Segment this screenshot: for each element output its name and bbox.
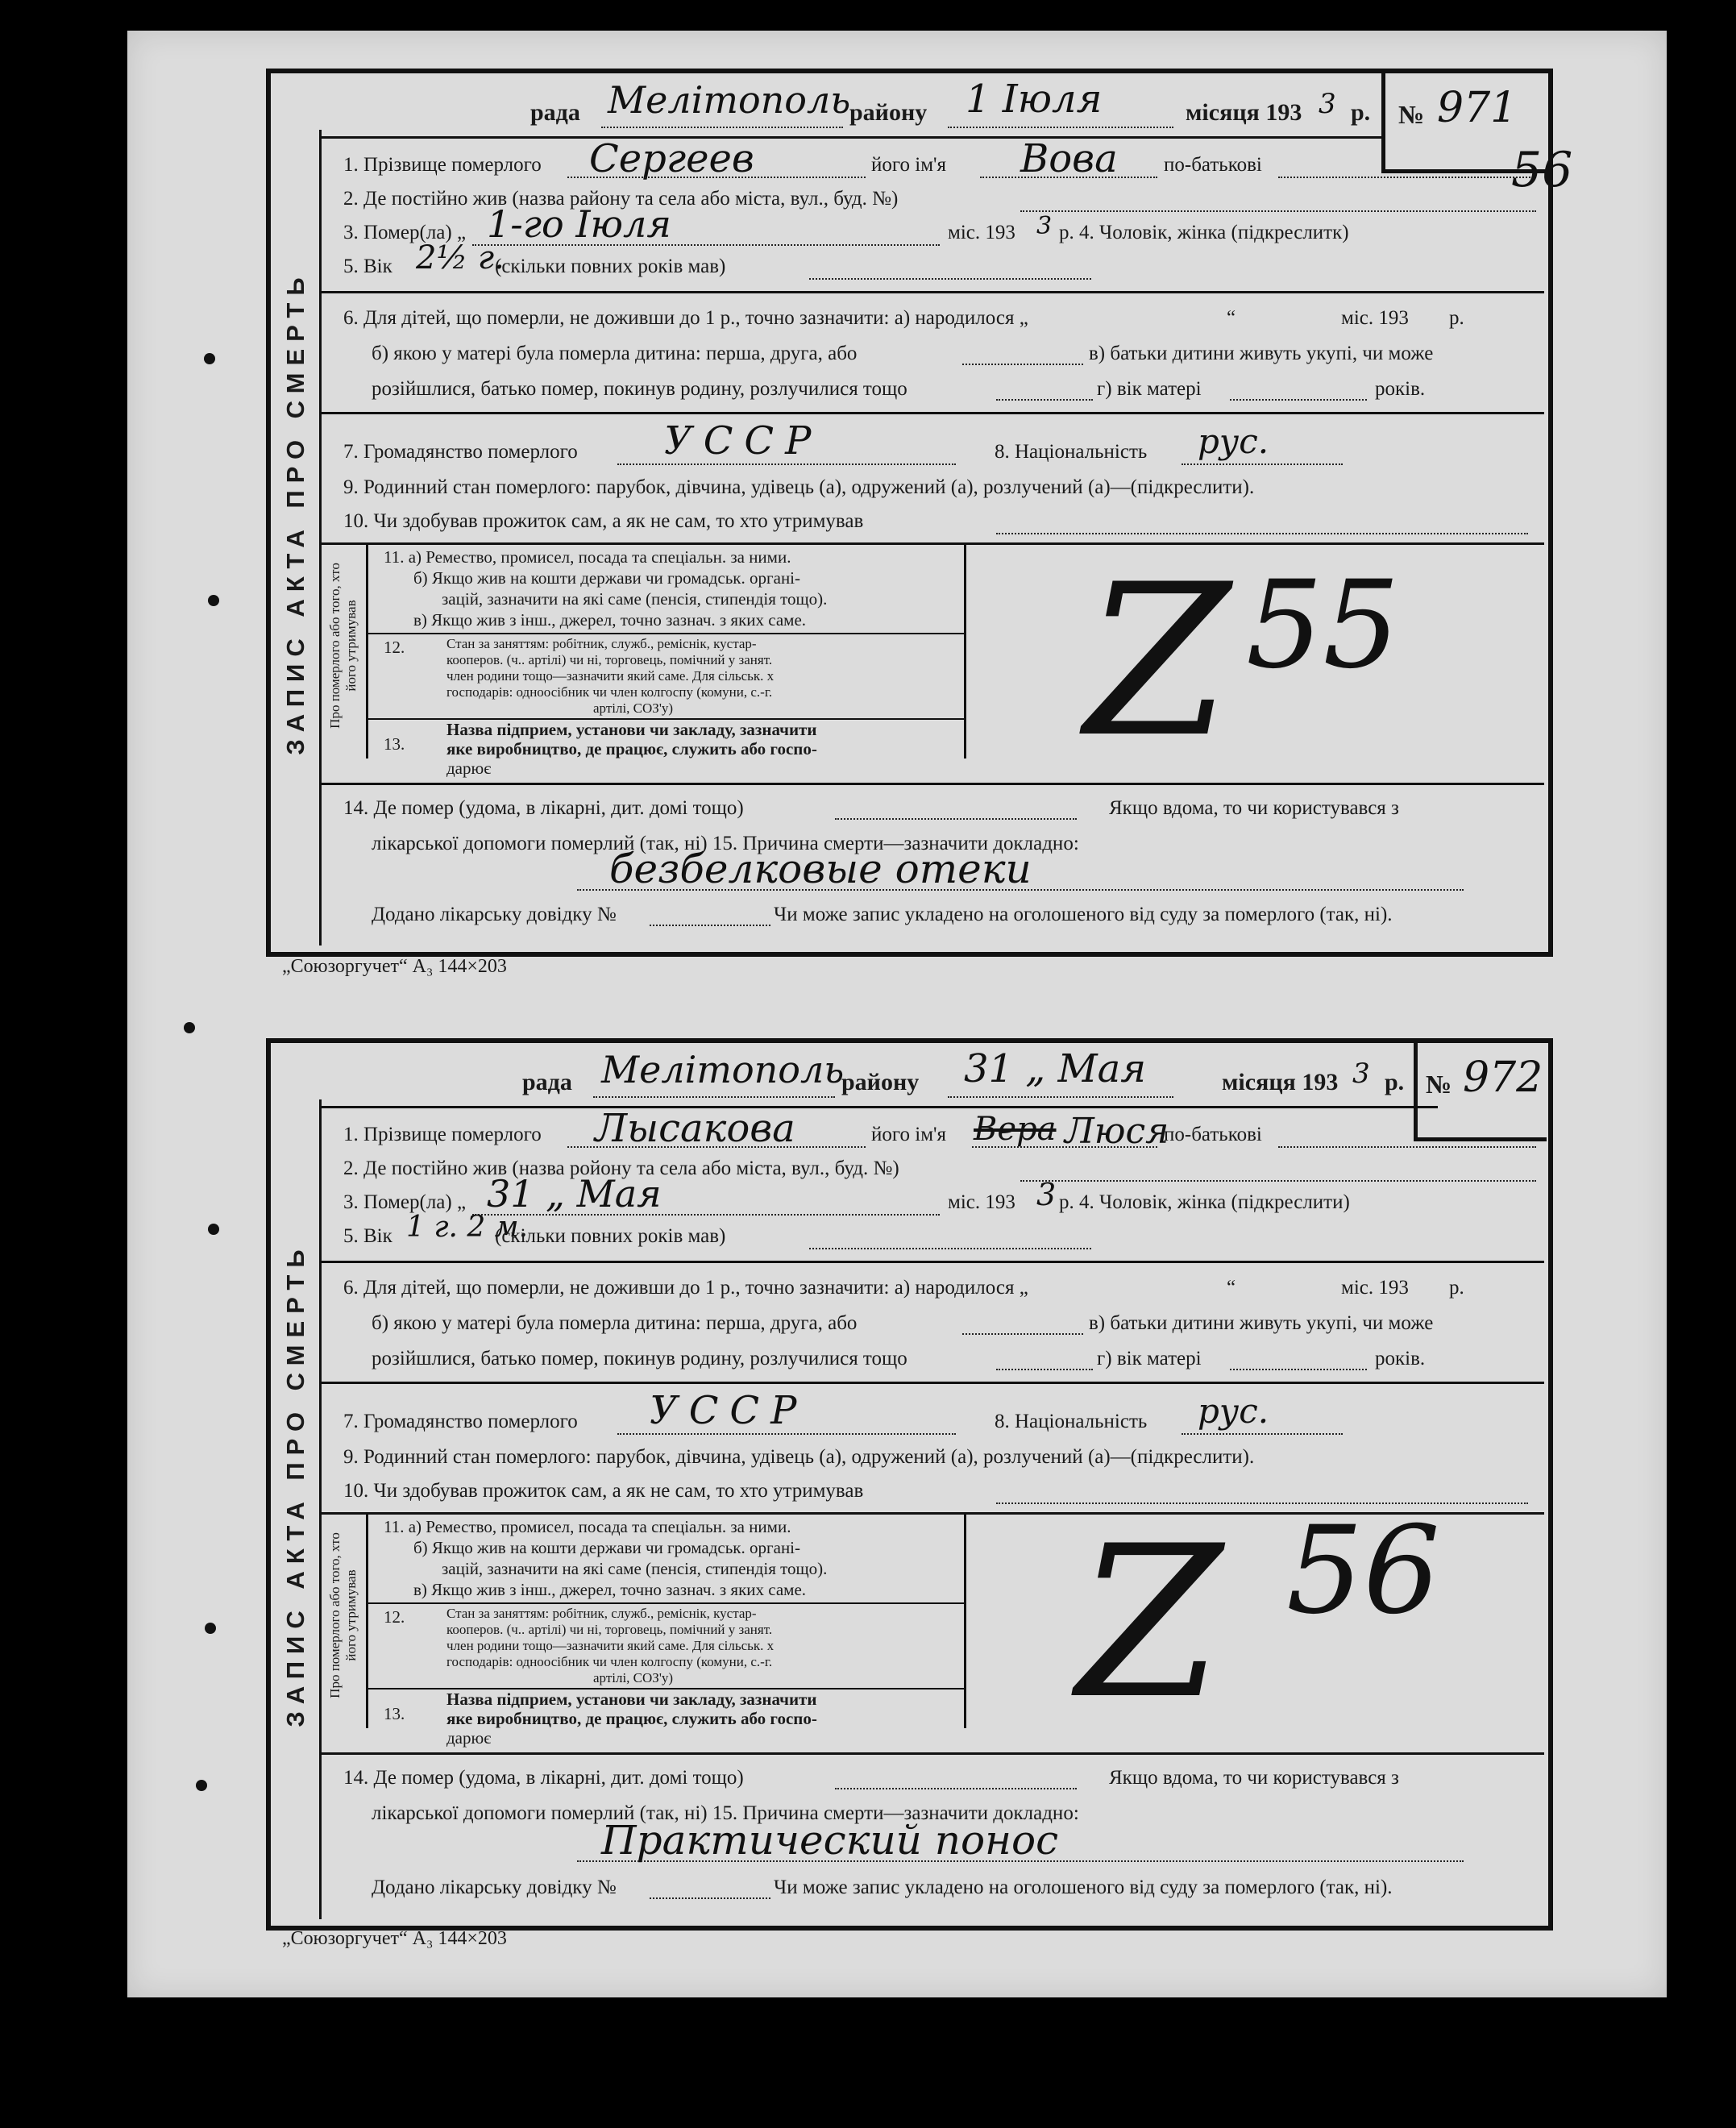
- born-month-label: міс. 193: [1341, 1277, 1409, 1299]
- cause-of-death-handwritten: Практический понос: [601, 1817, 1059, 1864]
- divider: [366, 1512, 368, 1728]
- item-12-line-c: член родини тощо—зазначити який саме. Для сільськ. х: [446, 1638, 775, 1653]
- item-12-line-a: Стан за заняттям: робітник, служб., реміснік, кустар-: [446, 1606, 757, 1621]
- dotted-line: [617, 463, 956, 465]
- citizenship-label: 7. Громадянство померлого: [343, 441, 578, 463]
- divider: [319, 1099, 322, 1919]
- archive-mark-number: 56: [1286, 1501, 1440, 1641]
- item-12-number: 12.: [384, 1607, 405, 1627]
- dotted-line: [980, 177, 1157, 178]
- side-label: ЗАПИС АКТА ПРО СМЕРТЬ: [281, 270, 309, 755]
- citizenship-handwritten: УССР: [664, 418, 823, 463]
- nationality-label: 8. Національність: [995, 441, 1148, 463]
- surname-handwritten: Сергеев: [589, 136, 754, 181]
- dotted-line: [962, 1333, 1083, 1335]
- archive-mark-z: Z: [1085, 540, 1231, 783]
- dotted-line: [650, 925, 770, 926]
- printer-imprint: „Союзоргучет“ А₃ 144×203: [282, 1928, 507, 1949]
- children-line-c: розійшлися, батько помер, покинув родину, розлучилися тощо: [372, 1348, 907, 1369]
- side-label-column: [271, 1043, 321, 1926]
- dotted-line: [601, 127, 843, 128]
- month-year-label: міс. 193: [948, 222, 1015, 243]
- death-record-form-2: [266, 1038, 1553, 1931]
- children-line-a: 6. Для дітей, що померли, не доживши до 1 р., точно зазначити: а) народилося „: [343, 307, 1028, 329]
- dotted-line: [593, 1096, 835, 1098]
- livelihood-label: 10. Чи здобував прожиток сам, а як не сам, то хто утримував: [343, 510, 864, 532]
- age-handwritten: 2½ г.: [416, 239, 505, 276]
- section-rule: [319, 412, 1544, 414]
- death-year-handwritten: 3: [1036, 1177, 1057, 1212]
- occupation-vertical-label: Про померлого або того, хто його утримував: [327, 1532, 359, 1698]
- death-year-handwritten: 3: [1036, 212, 1053, 240]
- item-11c: в) Якщо жив з інш., джерел, точно зазнач. з яких саме.: [413, 610, 807, 630]
- dotted-line: [809, 1248, 1091, 1249]
- archive-mark-z: Z: [1077, 1502, 1223, 1745]
- name-struck-handwritten: Вера: [974, 1111, 1057, 1148]
- punch-hole: [208, 595, 219, 606]
- age-hint: (скільки повних років мав): [495, 256, 726, 277]
- dotted-line: [577, 889, 1464, 891]
- dotted-line: [1182, 1433, 1343, 1435]
- divider: [366, 542, 368, 759]
- rada-handwritten: Мелітополь: [601, 1048, 845, 1091]
- dotted-line: [996, 1369, 1093, 1370]
- item-12-line-e: артілі, СОЗ'у): [593, 700, 674, 716]
- years-label: років.: [1375, 378, 1426, 400]
- marital-status-label: 9. Родинний стан померлого: парубок, дівчина, удівець (а), одружений (а), розлучений (а)—(підкреслити).: [343, 1446, 1255, 1468]
- dotted-line: [1278, 1146, 1536, 1148]
- mother-age-label: г) вік матері: [1097, 378, 1202, 400]
- medical-certificate-label: Додано лікарську довідку №: [372, 904, 617, 925]
- item-12-line-d: господарів: одноосібник чи член колгоспу (комуни, с.-г.: [446, 1654, 773, 1669]
- name-handwritten: Вова: [1020, 136, 1118, 181]
- item-12-line-b: кооперов. (ч.. артілі) чи ні, торговець, помічний у занят.: [446, 652, 773, 667]
- surname-label: 1. Прізвище померлого: [343, 1124, 542, 1145]
- dotted-line: [948, 1096, 1173, 1098]
- item-11a: 11. а) Ремество, промисел, посада та спеціальн. за ними.: [384, 547, 791, 567]
- name-handwritten: Люся: [1065, 1111, 1169, 1152]
- children-line-a: 6. Для дітей, що померли, не доживши до 1 р., точно зазначити: а) народилося „: [343, 1277, 1028, 1299]
- item-12-line-b: кооперов. (ч.. артілі) чи ні, торговець, помічний у занят.: [446, 1622, 773, 1637]
- age-hint: (скільки повних років мав): [495, 1225, 726, 1247]
- dotted-line: [996, 399, 1093, 401]
- number-label: №: [1426, 1070, 1452, 1099]
- dotted-line: [567, 177, 866, 178]
- record-number-box: [1414, 1038, 1547, 1141]
- dotted-line: [1182, 463, 1343, 465]
- nationality-handwritten: рус.: [1198, 1391, 1269, 1431]
- age-label: 5. Вік: [343, 256, 392, 277]
- home-medical-label: Якщо вдома, то чи користувався з: [1109, 1767, 1399, 1789]
- item-13-line-c: дарює: [446, 1728, 492, 1748]
- age-label: 5. Вік: [343, 1225, 392, 1247]
- medical-certificate-label: Додано лікарську довідку №: [372, 1877, 617, 1898]
- citizenship-label: 7. Громадянство померлого: [343, 1411, 578, 1432]
- age-handwritten: 1 г. 2 м.: [406, 1211, 529, 1244]
- section-rule: [319, 542, 1544, 545]
- born-month-label: міс. 193: [1341, 307, 1409, 329]
- item-13-number: 13.: [384, 734, 405, 754]
- item-12-line-d: господарів: одноосібник чи член колгоспу (комуни, с.-г.: [446, 684, 773, 700]
- row-rule: [366, 633, 964, 634]
- item-11b-cont: зацій, зазначити на які саме (пенсія, стипендія тощо).: [442, 1559, 828, 1578]
- sex-label: р. 4. Чоловік, жінка (підкреслити): [1059, 1191, 1350, 1213]
- livelihood-label: 10. Чи здобував прожиток сам, а як не сам, то хто утримував: [343, 1480, 864, 1502]
- death-date-label: 3. Помер(ла) „: [343, 222, 467, 243]
- archive-mark-number: 55: [1246, 555, 1400, 696]
- item-13-line-b: яке виробництво, де працює, служить або госпо-: [446, 1709, 817, 1728]
- nationality-label: 8. Національність: [995, 1411, 1148, 1432]
- dotted-line: [962, 364, 1083, 365]
- dotted-line: [1230, 399, 1367, 401]
- item-11c: в) Якщо жив з інш., джерел, точно зазнач. з яких саме.: [413, 1580, 807, 1599]
- day-handwritten: 1 Іюля: [966, 77, 1103, 122]
- dotted-line: [996, 533, 1528, 534]
- death-date-label: 3. Помер(ла) „: [343, 1191, 467, 1213]
- section-rule: [319, 1261, 1544, 1263]
- raion-label: району: [841, 1069, 920, 1095]
- dotted-line: [617, 1433, 956, 1435]
- place-of-death-label: 14. Де помер (удома, в лікарні, дит. домі тощо): [343, 1767, 744, 1789]
- residence-label: 2. Де постійно жив (назва ройону та села або міста, вул., буд. №): [343, 1158, 899, 1179]
- divider: [319, 130, 322, 946]
- residence-label: 2. Де постійно жив (назва району та села або міста, вул., буд. №): [343, 188, 899, 210]
- item-12-line-c: член родини тощо—зазначити який саме. Для сільськ. х: [446, 668, 775, 684]
- section-rule: [319, 1752, 1544, 1755]
- side-label-column: [271, 73, 321, 952]
- margin-handwritten-number: 56: [1511, 142, 1573, 198]
- item-13-line-a: Назва підприем, установи чи закладу, зазначити: [446, 1690, 817, 1709]
- death-date-handwritten: 1-го Іюля: [487, 202, 671, 246]
- children-line-b2: в) батьки дитини живуть укупі, чи може: [1089, 343, 1434, 364]
- punch-hole: [196, 1780, 207, 1791]
- death-date-handwritten: 31 „ Мая: [487, 1172, 662, 1216]
- number-label: №: [1398, 100, 1425, 129]
- name-label: його ім'я: [871, 1124, 947, 1145]
- row-rule: [366, 1602, 964, 1604]
- home-medical-label: Якщо вдома, то чи користувався з: [1109, 797, 1399, 819]
- dotted-line: [1230, 1369, 1367, 1370]
- dotted-line: [835, 1788, 1077, 1789]
- dotted-line: [1278, 177, 1536, 178]
- patronymic-label: по-батькові: [1164, 1124, 1262, 1145]
- section-rule: [319, 783, 1544, 785]
- month-year-label: міс. 193: [948, 1191, 1015, 1213]
- punch-hole: [204, 353, 215, 364]
- dotted-line: [1020, 210, 1536, 212]
- dotted-line: [567, 1146, 866, 1148]
- item-13-number: 13.: [384, 1704, 405, 1723]
- printer-imprint: „Союзоргучет“ А₃ 144×203: [282, 956, 507, 977]
- side-label: ЗАПИС АКТА ПРО СМЕРТЬ: [281, 1241, 309, 1727]
- dotted-line: [577, 1860, 1464, 1862]
- dotted-line: [472, 244, 940, 246]
- cause-of-death-label: лікарської допомоги померлий (так, ні) 15. Причина смерти—зазначити докладно:: [372, 1802, 1079, 1824]
- dotted-line: [809, 278, 1091, 280]
- children-line-c: розійшлися, батько помер, покинув родину, розлучилися тощо: [372, 378, 907, 400]
- dotted-line: [835, 818, 1077, 820]
- cause-of-death-handwritten: безбелковые отеки: [609, 846, 1032, 892]
- dotted-line: [948, 127, 1173, 128]
- year-handwritten: 3: [1352, 1058, 1370, 1090]
- item-11a: 11. а) Ремество, промисел, посада та спеціальн. за ними.: [384, 1517, 791, 1536]
- item-12-number: 12.: [384, 638, 405, 657]
- item-13-line-b: яке виробництво, де працює, служить або госпо-: [446, 739, 817, 759]
- nationality-handwritten: рус.: [1198, 422, 1269, 461]
- death-record-form-1: [266, 69, 1553, 957]
- section-rule: [319, 1382, 1544, 1384]
- divider: [964, 542, 966, 759]
- section-rule: [319, 291, 1544, 293]
- item-13-line-a: Назва підприем, установи чи закладу, зазначити: [446, 720, 817, 739]
- header-rule: [319, 1106, 1438, 1108]
- dotted-line: [972, 1146, 1157, 1148]
- rada-label: рада: [530, 99, 580, 126]
- name-label: його ім'я: [871, 154, 947, 176]
- item-11b: б) Якщо жив на кошти держави чи громадськ. органі-: [413, 1538, 801, 1557]
- rada-label: рада: [522, 1069, 572, 1095]
- occupation-vertical-label: Про померлого або того, хто його утримував: [327, 563, 359, 729]
- year-handwritten: 3: [1319, 88, 1336, 120]
- marital-status-label: 9. Родинний стан померлого: парубок, дівчина, удівець (а), одружений (а), розлучений (а)—(підкреслити).: [343, 476, 1255, 498]
- number-handwritten: 971: [1437, 84, 1518, 132]
- dotted-line: [1020, 1180, 1536, 1182]
- raion-label: району: [849, 99, 928, 126]
- month-label: місяця 193: [1186, 99, 1302, 126]
- punch-hole: [205, 1623, 216, 1634]
- rada-handwritten: Мелітополь: [608, 78, 851, 122]
- day-handwritten: 31 „ Мая: [964, 1046, 1147, 1091]
- item-12-line-a: Стан за заняттям: робітник, служб., реміснік, кустар-: [446, 636, 757, 651]
- year-suffix: р.: [1351, 99, 1371, 126]
- court-declared-label: Чи може запис укладено на оголошеного від суду за померлого (так, ні).: [774, 1877, 1393, 1898]
- divider: [964, 1512, 966, 1728]
- quote-mark: “: [1227, 307, 1236, 329]
- place-of-death-label: 14. Де помер (удома, в лікарні, дит. домі тощо): [343, 797, 744, 819]
- item-11b-cont: зацій, зазначити на які саме (пенсія, стипендія тощо).: [442, 589, 828, 609]
- born-year-suffix: р.: [1449, 307, 1464, 329]
- patronymic-label: по-батькові: [1164, 154, 1262, 176]
- item-12-line-e: артілі, СОЗ'у): [593, 1670, 674, 1685]
- children-line-b: б) якою у матері була померла дитина: перша, друга, або: [372, 1312, 858, 1334]
- number-handwritten: 972: [1463, 1054, 1543, 1102]
- year-suffix: р.: [1385, 1069, 1405, 1095]
- dotted-line: [472, 1214, 940, 1216]
- quote-mark: “: [1227, 1277, 1236, 1299]
- punch-hole: [184, 1022, 195, 1033]
- citizenship-handwritten: УССР: [650, 1388, 808, 1433]
- years-label: років.: [1375, 1348, 1426, 1369]
- month-label: місяця 193: [1222, 1069, 1339, 1095]
- punch-hole: [208, 1224, 219, 1235]
- sex-label: р. 4. Чоловік, жінка (підкреслитк): [1059, 222, 1349, 243]
- dotted-line: [650, 1897, 770, 1899]
- born-year-suffix: р.: [1449, 1277, 1464, 1299]
- surname-handwritten: Лысакова: [595, 1106, 795, 1151]
- children-line-b2: в) батьки дитини живуть укупі, чи може: [1089, 1312, 1434, 1334]
- item-13-line-c: дарює: [446, 759, 492, 778]
- cause-of-death-label: лікарської допомоги померлий (так, ні) 15. Причина смерти—зазначити докладно:: [372, 833, 1079, 854]
- court-declared-label: Чи може запис укладено на оголошеного від суду за померлого (так, ні).: [774, 904, 1393, 925]
- dotted-line: [996, 1502, 1528, 1504]
- item-11b: б) Якщо жив на кошти держави чи громадськ. органі-: [413, 568, 801, 588]
- surname-label: 1. Прізвище померлого: [343, 154, 542, 176]
- header-rule: [319, 136, 1381, 139]
- children-line-b: б) якою у матері була померла дитина: перша, друга, або: [372, 343, 858, 364]
- mother-age-label: г) вік матері: [1097, 1348, 1202, 1369]
